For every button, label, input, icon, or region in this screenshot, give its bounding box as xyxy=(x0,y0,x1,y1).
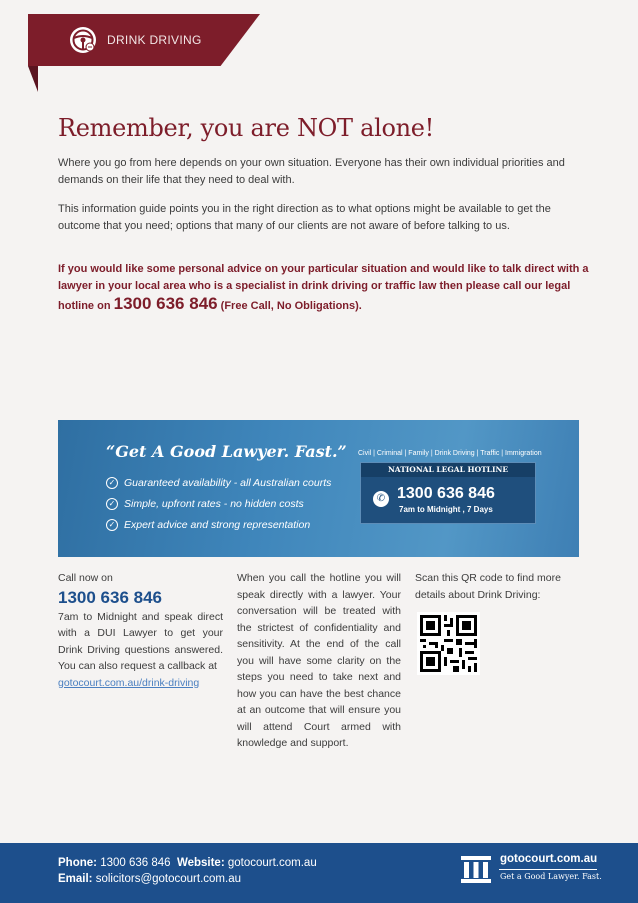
call-column xyxy=(58,570,223,691)
callback-link[interactable]: gotocourt.com.au/drink-driving xyxy=(58,676,200,689)
footer-contact-line xyxy=(58,857,317,869)
check-icon: ✓ xyxy=(106,498,118,510)
call-now-label: Call now on xyxy=(58,572,113,584)
check-icon: ✓ xyxy=(106,519,118,531)
courthouse-logo-icon xyxy=(460,854,492,884)
phone-label: Phone: xyxy=(58,857,97,869)
footer-phone[interactable]: 1300 636 846 xyxy=(100,857,171,869)
benefit-item xyxy=(106,472,331,493)
hotline-banner[interactable] xyxy=(58,420,579,557)
benefit-item xyxy=(106,493,331,514)
footer-email[interactable]: solicitors@gotocourt.com.au xyxy=(95,873,241,885)
qr-column: Scan this QR code to find more details about Drink Driving: xyxy=(415,572,561,601)
benefit-item xyxy=(106,514,331,535)
tab-fold xyxy=(28,66,38,92)
benefit-text: Expert advice and strong representation xyxy=(124,518,311,531)
page-title: Remember, you are NOT alone! xyxy=(58,114,435,142)
email-label: Email: xyxy=(58,873,93,885)
footer-website[interactable]: gotocourt.com.au xyxy=(227,857,317,869)
intro-paragraph: Where you go from here depends on your own situation. Everyone has their own individual priorities and demands on their life that they need to deal with. xyxy=(58,157,565,186)
call-description: 7am to Midnight and speak direct with a DUI Lawyer to get your Drink Driving questions answered. You can also request a callback at xyxy=(58,610,223,672)
cta-phone-number[interactable]: 1300 636 846 xyxy=(113,294,218,313)
hotline-info-column: When you call the hotline you will speak directly with a lawyer. Your conversation will be treated with the strictest of confidentiality and sensitivity. At the end of the call you will have some clarity on the steps you need to take next and how you can have the best chance at an outcome that will ensure you will attend Court armed with knowledge and support. xyxy=(237,572,401,749)
call-number[interactable]: 1300 636 846 xyxy=(58,587,162,607)
phone-icon: ✆ xyxy=(373,491,389,507)
tab-label: DRINK DRIVING xyxy=(107,33,202,47)
banner-benefits xyxy=(106,472,331,535)
hotline-title: NATIONAL LEGAL HOTLINE xyxy=(361,463,535,477)
hotline-hours: 7am to Midnight , 7 Days xyxy=(399,505,493,514)
website-label: Website: xyxy=(176,857,225,869)
benefit-text: Simple, upfront rates - no hidden costs xyxy=(124,497,304,510)
footer-brand: gotocourt.com.au xyxy=(500,853,598,865)
check-icon: ✓ xyxy=(106,477,118,489)
footer xyxy=(0,843,638,903)
banner-slogan: “Get A Good Lawyer. Fast.” xyxy=(106,442,347,461)
hotline-number[interactable]: 1300 636 846 xyxy=(397,485,495,502)
hotline-box xyxy=(360,462,536,524)
footer-email-line xyxy=(58,873,241,885)
call-to-action xyxy=(58,261,598,315)
cta-text: If you would like some personal advice on your particular situation and would like to talk direct with a lawyer in your local area who is a specialist in drink driving or traffic law then please call our legal hotline on xyxy=(58,263,589,312)
brand-divider xyxy=(499,869,597,870)
practice-areas: Civil | Criminal | Family | Drink Driving | Traffic | Immigration xyxy=(358,450,542,457)
benefit-text: Guaranteed availability - all Australian courts xyxy=(124,476,332,489)
footer-tagline: Get a Good Lawyer. Fast. xyxy=(500,872,602,881)
cta-suffix: (Free Call, No Obligations). xyxy=(217,300,362,312)
steering-wheel-icon xyxy=(68,25,98,55)
guide-paragraph: This information guide points you in the right direction as to what options might be available to get the outcome that you need; options that many of our clients are not aware of before talking to us. xyxy=(58,203,551,232)
qr-code[interactable] xyxy=(417,612,480,675)
section-tab xyxy=(28,14,260,66)
